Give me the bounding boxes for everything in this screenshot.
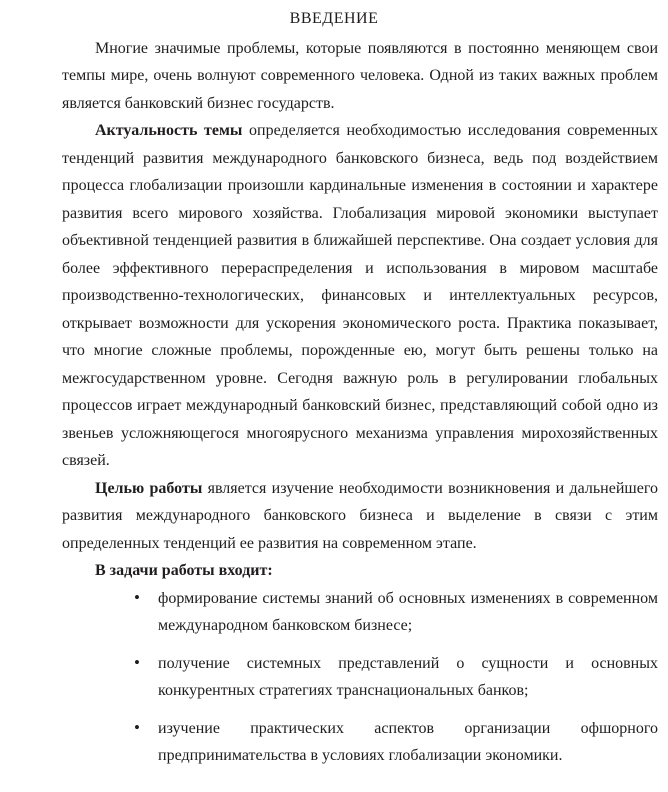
bullet-icon: • — [134, 652, 140, 672]
paragraph-tasks-header-lead: В задачи работы входит: — [95, 562, 273, 579]
bullet-icon: • — [134, 717, 140, 737]
paragraph-intro-text: Многие значимые проблемы, которые появляются в постоянно меняющем свои темпы мире, очень волнуют современного человека. Одной из таких важных проблем является банковский бизнес государств. — [62, 39, 658, 112]
paragraph-goal-lead: Целью работы — [95, 479, 203, 497]
task-item-text: изучение практических аспектов организации офшорного предпринимательства в условиях глобализации экономики. — [158, 719, 658, 764]
paragraph-relevance-lead: Актуальность темы — [95, 122, 243, 139]
task-item — [134, 650, 658, 705]
paragraph-relevance-text: определяется необходимостью исследования современных тенденций развития международного банковского бизнеса, ведь под воздействием процесса глобализации произошли кардинальные изменения в состоянии и характере развития всего мирового хозяйства. Глобализация мировой экономики выступает объективной тенденцией развития в ближайшей перспективе. Она создает условия для более эффективного перераспределения и использования в мировом масштабе производственно-технологических, финансовых и интеллектуальных ресурсов, открывает возможности для ускорения экономического роста. Практика показывает, что многие сложные проблемы, порожденные ею, могут быть решены только на межгосударственном уровне. Сегодня важную роль в регулировании глобальных процессов играет международный банковский бизнес, представляющий собой одно из звеньев усложняющегося многоярусного механизма управления мирохозяйственных связей. — [62, 122, 659, 469]
paragraph-intro — [62, 35, 658, 118]
paragraph-tasks-header — [62, 557, 658, 585]
bullet-icon: • — [134, 587, 140, 607]
paragraph-goal-text: является изучение необходимости возникновения и дальнейшего развития международного банковского бизнеса и выделение в связи с этим определенных тенденций ее развития на современном этапе. — [62, 479, 658, 552]
paragraph-relevance — [62, 117, 658, 475]
task-list — [62, 585, 658, 770]
task-item-text: получение системных представлений о сущности и основных конкурентных стратегиях транснациональных банков; — [158, 654, 658, 699]
task-item-text: формирование системы знаний об основных изменениях в современном международном банковском бизнесе; — [158, 589, 658, 634]
task-item — [134, 585, 658, 640]
paragraph-goal — [62, 475, 658, 558]
section-title: ВВЕДЕНИЕ — [289, 10, 379, 27]
task-item — [134, 715, 658, 770]
